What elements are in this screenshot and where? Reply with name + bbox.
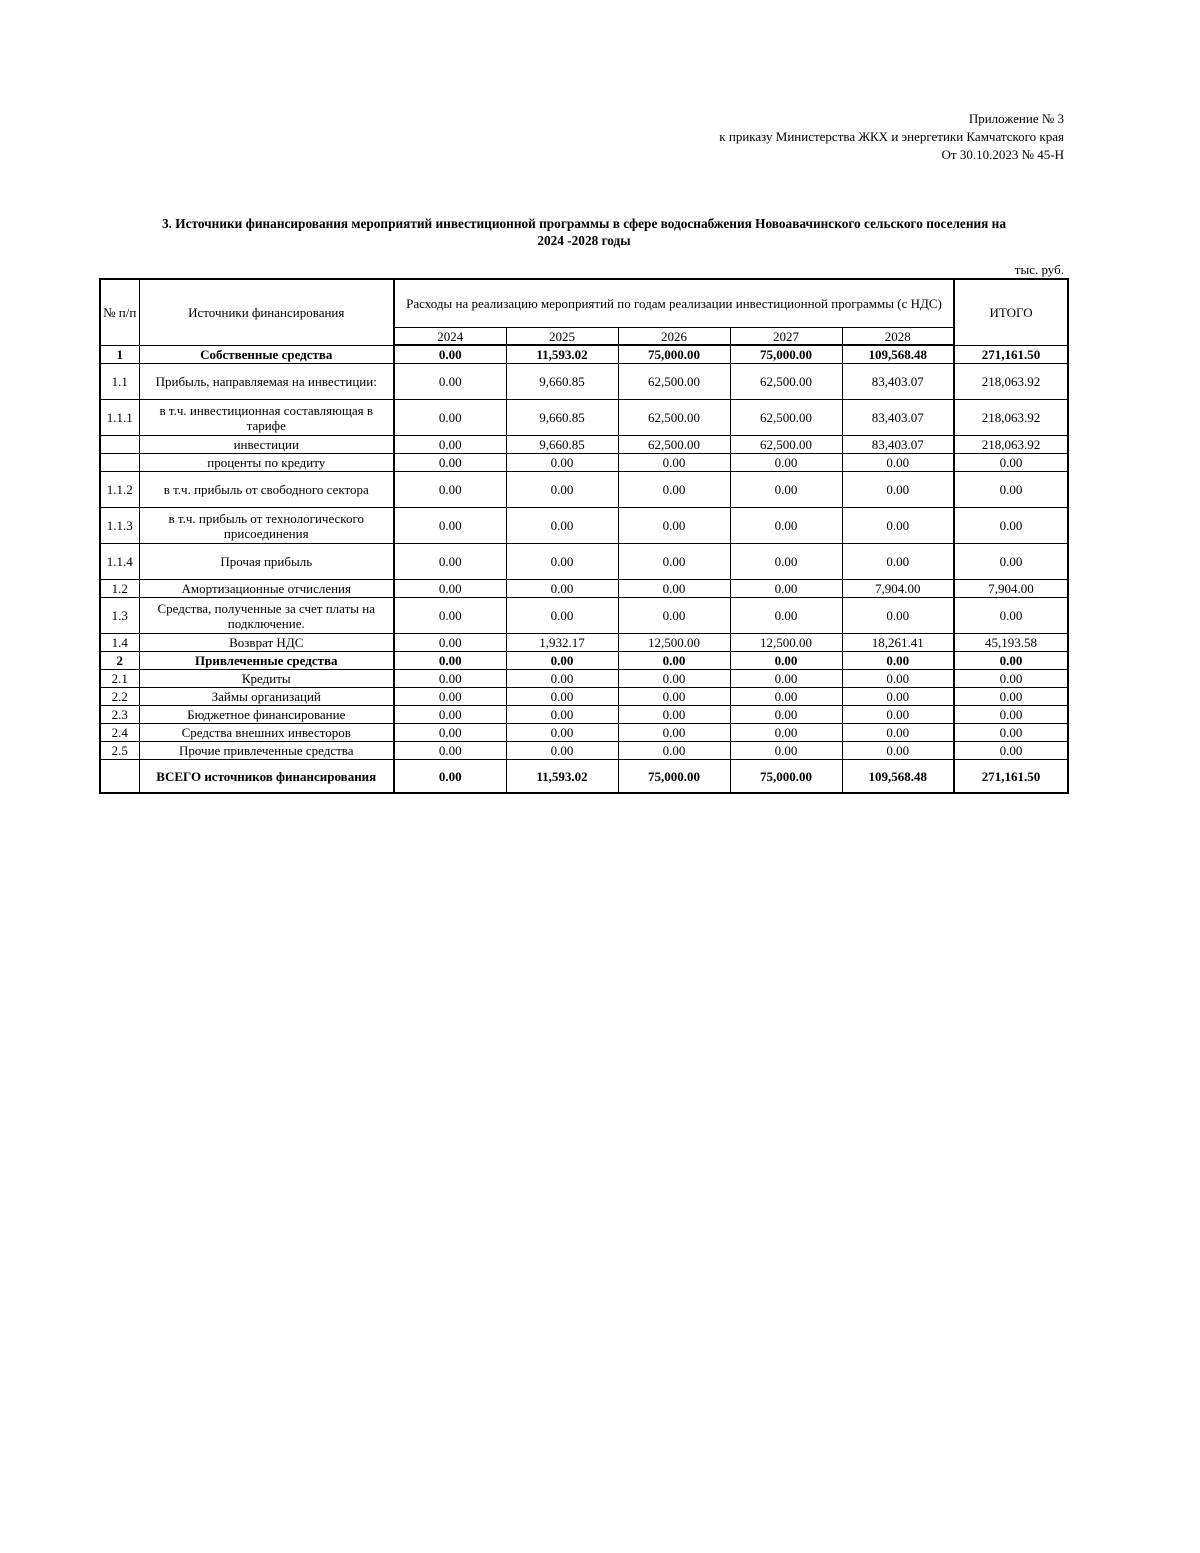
- appendix-line-3: От 30.10.2023 № 45-Н: [941, 147, 1064, 162]
- row-value-cell: 62,500.00: [618, 364, 730, 400]
- row-value-cell: 0.00: [394, 454, 506, 472]
- row-value-cell: 0.00: [506, 670, 618, 688]
- row-value-cell: 0.00: [618, 508, 730, 544]
- row-value-cell: 75,000.00: [730, 760, 842, 794]
- row-value-cell: 0.00: [842, 472, 954, 508]
- table-row: [100, 508, 1068, 544]
- row-value-cell: 0.00: [394, 364, 506, 400]
- row-value-cell: 62,500.00: [730, 436, 842, 454]
- table-row: [100, 706, 1068, 724]
- row-value-cell: 0.00: [506, 652, 618, 670]
- row-value-cell: 0.00: [618, 742, 730, 760]
- row-value-cell: 0.00: [618, 544, 730, 580]
- document-title: [100, 215, 1068, 249]
- title-line-1: 3. Источники финансирования мероприятий инвестиционной программы в сфере водоснабжения Новоавачинского сельского поселения на: [161, 216, 1006, 231]
- header-expenses: Расходы на реализацию мероприятий по годам реализации инвестиционной программы (с НДС): [394, 279, 954, 328]
- row-value-cell: 0.00: [394, 544, 506, 580]
- header-row: [100, 279, 1068, 328]
- row-value-cell: 0.00: [506, 742, 618, 760]
- row-number: 2.5: [100, 742, 139, 760]
- unit-label: тыс. руб.: [1014, 262, 1064, 277]
- table-row: [100, 544, 1068, 580]
- row-number: 2.4: [100, 724, 139, 742]
- row-value-cell: 1,932.17: [506, 634, 618, 652]
- row-source-name: Собственные средства: [139, 345, 394, 364]
- row-value-cell: 0.00: [730, 652, 842, 670]
- row-source-name: инвестиции: [139, 436, 394, 454]
- row-value-cell: 0.00: [506, 724, 618, 742]
- table-row: [100, 652, 1068, 670]
- row-value-cell: 62,500.00: [618, 436, 730, 454]
- row-total-cell: 271,161.50: [954, 345, 1068, 364]
- row-value-cell: 0.00: [730, 706, 842, 724]
- row-value-cell: 0.00: [394, 508, 506, 544]
- row-value-cell: 62,500.00: [730, 364, 842, 400]
- row-value-cell: 0.00: [730, 598, 842, 634]
- row-value-cell: 9,660.85: [506, 364, 618, 400]
- row-total-cell: 218,063.92: [954, 400, 1068, 436]
- row-total-cell: 271,161.50: [954, 760, 1068, 794]
- row-value-cell: 0.00: [394, 670, 506, 688]
- table-row: [100, 345, 1068, 364]
- row-value-cell: 75,000.00: [730, 345, 842, 364]
- table-row: [100, 760, 1068, 794]
- row-total-cell: 218,063.92: [954, 364, 1068, 400]
- row-value-cell: 0.00: [394, 760, 506, 794]
- row-source-name: проценты по кредиту: [139, 454, 394, 472]
- row-total-cell: 0.00: [954, 688, 1068, 706]
- row-value-cell: 0.00: [842, 688, 954, 706]
- row-source-name: Прочие привлеченные средства: [139, 742, 394, 760]
- row-total-cell: 0.00: [954, 706, 1068, 724]
- row-value-cell: 0.00: [730, 742, 842, 760]
- header-total: ИТОГО: [954, 279, 1068, 345]
- table-row: [100, 580, 1068, 598]
- table-row: [100, 634, 1068, 652]
- table-row: [100, 598, 1068, 634]
- row-total-cell: 0.00: [954, 598, 1068, 634]
- row-value-cell: 0.00: [730, 724, 842, 742]
- row-value-cell: 12,500.00: [730, 634, 842, 652]
- row-value-cell: 0.00: [842, 508, 954, 544]
- row-value-cell: 0.00: [506, 706, 618, 724]
- row-value-cell: 9,660.85: [506, 436, 618, 454]
- row-value-cell: 0.00: [842, 724, 954, 742]
- row-value-cell: 0.00: [394, 724, 506, 742]
- row-value-cell: 0.00: [618, 652, 730, 670]
- row-value-cell: 18,261.41: [842, 634, 954, 652]
- row-number: 1.3: [100, 598, 139, 634]
- row-value-cell: 0.00: [618, 706, 730, 724]
- row-value-cell: 62,500.00: [618, 400, 730, 436]
- year-cell: 2025: [506, 328, 618, 346]
- row-value-cell: 75,000.00: [618, 760, 730, 794]
- row-number: 1.1.2: [100, 472, 139, 508]
- row-value-cell: 0.00: [618, 472, 730, 508]
- financing-table: [99, 278, 1069, 794]
- row-value-cell: 12,500.00: [618, 634, 730, 652]
- year-cell: 2026: [618, 328, 730, 346]
- row-number: 2.1: [100, 670, 139, 688]
- row-value-cell: 0.00: [394, 742, 506, 760]
- header-source: Источники финансирования: [139, 279, 394, 345]
- row-value-cell: 0.00: [506, 472, 618, 508]
- row-total-cell: 7,904.00: [954, 580, 1068, 598]
- row-value-cell: 0.00: [842, 670, 954, 688]
- title-line-2: 2024 -2028 годы: [537, 233, 631, 248]
- row-value-cell: 11,593.02: [506, 760, 618, 794]
- row-source-name: Прочая прибыль: [139, 544, 394, 580]
- row-value-cell: 109,568.48: [842, 760, 954, 794]
- row-source-name: ВСЕГО источников финансирования: [139, 760, 394, 794]
- row-value-cell: 0.00: [618, 454, 730, 472]
- row-total-cell: 218,063.92: [954, 436, 1068, 454]
- row-number: 1.1.3: [100, 508, 139, 544]
- row-value-cell: 0.00: [730, 508, 842, 544]
- header-num: № п/п: [100, 279, 139, 345]
- row-value-cell: 0.00: [506, 544, 618, 580]
- year-cell: 2028: [842, 328, 954, 346]
- row-total-cell: 0.00: [954, 472, 1068, 508]
- row-number: [100, 436, 139, 454]
- row-total-cell: 0.00: [954, 454, 1068, 472]
- row-source-name: Возврат НДС: [139, 634, 394, 652]
- row-value-cell: 0.00: [842, 706, 954, 724]
- row-total-cell: 45,193.58: [954, 634, 1068, 652]
- row-value-cell: 11,593.02: [506, 345, 618, 364]
- row-source-name: Займы организаций: [139, 688, 394, 706]
- row-total-cell: 0.00: [954, 544, 1068, 580]
- row-value-cell: 0.00: [730, 454, 842, 472]
- row-value-cell: 9,660.85: [506, 400, 618, 436]
- row-number: 1.2: [100, 580, 139, 598]
- row-value-cell: 0.00: [394, 400, 506, 436]
- row-value-cell: 0.00: [842, 454, 954, 472]
- row-number: 1: [100, 345, 139, 364]
- row-source-name: Кредиты: [139, 670, 394, 688]
- row-value-cell: 0.00: [842, 742, 954, 760]
- table-row: [100, 364, 1068, 400]
- row-value-cell: 0.00: [730, 670, 842, 688]
- row-source-name: Прибыль, направляемая на инвестиции:: [139, 364, 394, 400]
- row-source-name: в т.ч. прибыль от свободного сектора: [139, 472, 394, 508]
- row-total-cell: 0.00: [954, 652, 1068, 670]
- row-number: 1.1.1: [100, 400, 139, 436]
- table-row: [100, 724, 1068, 742]
- row-source-name: Средства, полученные за счет платы на подключение.: [139, 598, 394, 634]
- row-value-cell: 83,403.07: [842, 400, 954, 436]
- row-value-cell: 62,500.00: [730, 400, 842, 436]
- row-total-cell: 0.00: [954, 508, 1068, 544]
- row-source-name: в т.ч. прибыль от технологического присоединения: [139, 508, 394, 544]
- row-value-cell: 0.00: [842, 652, 954, 670]
- row-value-cell: 75,000.00: [618, 345, 730, 364]
- row-value-cell: 0.00: [618, 580, 730, 598]
- row-number: 2: [100, 652, 139, 670]
- row-value-cell: 0.00: [394, 652, 506, 670]
- row-value-cell: 0.00: [618, 598, 730, 634]
- row-total-cell: 0.00: [954, 724, 1068, 742]
- year-cell: 2027: [730, 328, 842, 346]
- row-total-cell: 0.00: [954, 670, 1068, 688]
- row-value-cell: 0.00: [394, 436, 506, 454]
- row-value-cell: 7,904.00: [842, 580, 954, 598]
- row-number: 2.3: [100, 706, 139, 724]
- row-source-name: Бюджетное финансирование: [139, 706, 394, 724]
- row-value-cell: 0.00: [506, 454, 618, 472]
- row-value-cell: 0.00: [730, 544, 842, 580]
- row-value-cell: 83,403.07: [842, 364, 954, 400]
- row-value-cell: 0.00: [506, 580, 618, 598]
- table-row: [100, 436, 1068, 454]
- row-value-cell: 0.00: [618, 724, 730, 742]
- table-row: [100, 688, 1068, 706]
- year-cell: 2024: [394, 328, 506, 346]
- row-value-cell: 0.00: [394, 472, 506, 508]
- row-number: 1.1: [100, 364, 139, 400]
- row-value-cell: 109,568.48: [842, 345, 954, 364]
- row-value-cell: 0.00: [394, 345, 506, 364]
- table-row: [100, 670, 1068, 688]
- row-value-cell: 83,403.07: [842, 436, 954, 454]
- row-value-cell: 0.00: [730, 472, 842, 508]
- row-value-cell: 0.00: [394, 634, 506, 652]
- row-value-cell: 0.00: [506, 508, 618, 544]
- row-value-cell: 0.00: [394, 706, 506, 724]
- row-source-name: Привлеченные средства: [139, 652, 394, 670]
- table-row: [100, 454, 1068, 472]
- row-value-cell: 0.00: [842, 598, 954, 634]
- row-number: 1.4: [100, 634, 139, 652]
- row-value-cell: 0.00: [506, 688, 618, 706]
- table-row: [100, 472, 1068, 508]
- row-value-cell: 0.00: [730, 580, 842, 598]
- row-number: 1.1.4: [100, 544, 139, 580]
- row-value-cell: 0.00: [394, 688, 506, 706]
- row-source-name: Амортизационные отчисления: [139, 580, 394, 598]
- row-value-cell: 0.00: [394, 598, 506, 634]
- row-number: [100, 454, 139, 472]
- row-value-cell: 0.00: [618, 688, 730, 706]
- row-value-cell: 0.00: [618, 670, 730, 688]
- row-number: [100, 760, 139, 794]
- row-value-cell: 0.00: [730, 688, 842, 706]
- appendix-line-2: к приказу Министерства ЖКХ и энергетики Камчатского края: [719, 129, 1064, 144]
- row-value-cell: 0.00: [506, 598, 618, 634]
- row-value-cell: 0.00: [394, 580, 506, 598]
- row-source-name: Средства внешних инвесторов: [139, 724, 394, 742]
- appendix-line-1: Приложение № 3: [968, 111, 1064, 126]
- row-number: 2.2: [100, 688, 139, 706]
- appendix-header: [719, 110, 1064, 164]
- table-row: [100, 742, 1068, 760]
- row-value-cell: 0.00: [842, 544, 954, 580]
- table-row: [100, 400, 1068, 436]
- row-source-name: в т.ч. инвестиционная составляющая в тарифе: [139, 400, 394, 436]
- row-total-cell: 0.00: [954, 742, 1068, 760]
